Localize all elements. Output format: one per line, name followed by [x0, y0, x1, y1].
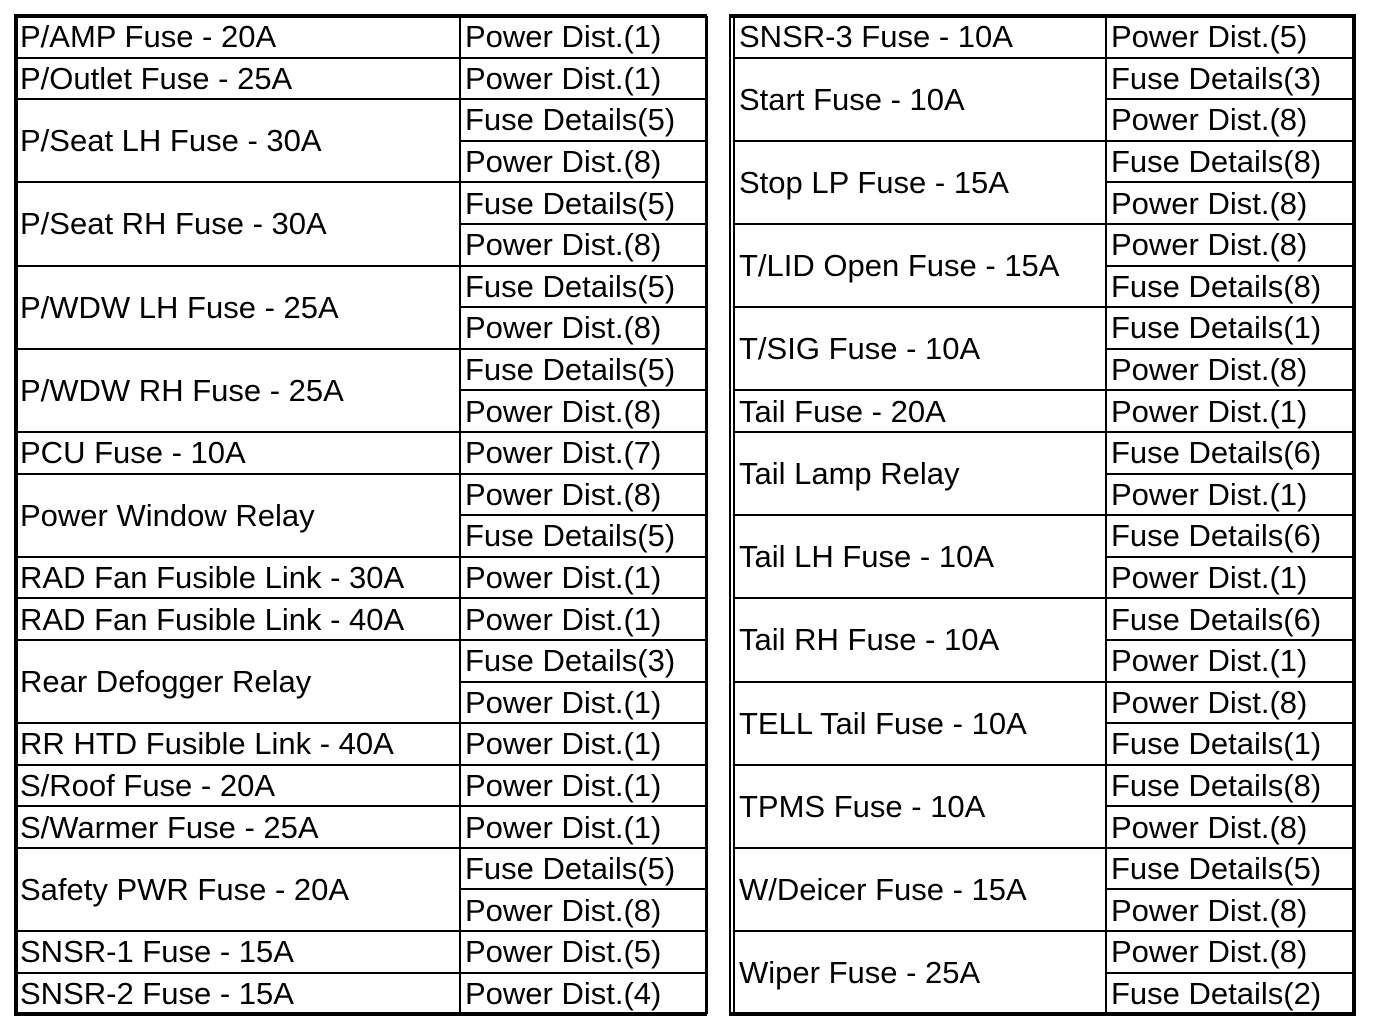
page-reference: Power Dist.(1)	[460, 806, 707, 848]
page-reference: Power Dist.(8)	[460, 307, 707, 349]
component-name: SNSR-2 Fuse - 15A	[16, 973, 460, 1015]
page-reference: Fuse Details(5)	[460, 349, 707, 391]
index-table-right	[733, 16, 1353, 1015]
page-reference: Fuse Details(3)	[1106, 58, 1353, 100]
index-row	[734, 598, 1353, 640]
index-row	[734, 848, 1353, 890]
page-reference: Power Dist.(7)	[460, 432, 707, 474]
page-reference: Fuse Details(8)	[1106, 266, 1353, 308]
index-row	[16, 16, 707, 58]
page-reference: Power Dist.(1)	[460, 16, 707, 58]
component-name: P/WDW LH Fuse - 25A	[16, 266, 460, 349]
component-name: P/WDW RH Fuse - 25A	[16, 349, 460, 432]
index-row	[16, 349, 707, 391]
index-row	[16, 848, 707, 890]
page-reference: Power Dist.(8)	[460, 224, 707, 266]
page-reference: Power Dist.(8)	[1106, 182, 1353, 224]
page-reference: Power Dist.(1)	[1106, 390, 1353, 432]
page-reference: Power Dist.(1)	[460, 58, 707, 100]
page-reference: Power Dist.(8)	[1106, 931, 1353, 973]
index-left-body	[16, 16, 707, 1014]
index-row	[734, 515, 1353, 557]
index-right-body	[734, 16, 1353, 1014]
page-reference: Power Dist.(8)	[460, 141, 707, 183]
page-reference: Fuse Details(1)	[1106, 307, 1353, 349]
page-reference: Fuse Details(5)	[460, 515, 707, 557]
component-name: W/Deicer Fuse - 15A	[734, 848, 1106, 931]
index-row	[16, 474, 707, 516]
component-name: RAD Fan Fusible Link - 40A	[16, 598, 460, 640]
component-name: S/Warmer Fuse - 25A	[16, 806, 460, 848]
component-name: T/LID Open Fuse - 15A	[734, 224, 1106, 307]
component-name: PCU Fuse - 10A	[16, 432, 460, 474]
component-name: Tail LH Fuse - 10A	[734, 515, 1106, 598]
index-row	[16, 58, 707, 100]
page-reference: Power Dist.(8)	[1106, 889, 1353, 931]
index-row	[16, 432, 707, 474]
index-row	[16, 723, 707, 765]
page-reference: Power Dist.(8)	[460, 889, 707, 931]
page-reference: Fuse Details(6)	[1106, 598, 1353, 640]
page-reference: Fuse Details(2)	[1106, 973, 1353, 1015]
page-reference: Power Dist.(1)	[460, 765, 707, 807]
page-reference: Power Dist.(1)	[1106, 557, 1353, 599]
component-name: T/SIG Fuse - 10A	[734, 307, 1106, 390]
index-row	[16, 765, 707, 807]
component-name: Power Window Relay	[16, 474, 460, 557]
page-reference: Power Dist.(1)	[1106, 474, 1353, 516]
index-row	[734, 16, 1353, 58]
component-name: Start Fuse - 10A	[734, 58, 1106, 141]
component-name: Wiper Fuse - 25A	[734, 931, 1106, 1014]
component-name: Safety PWR Fuse - 20A	[16, 848, 460, 931]
page-reference: Power Dist.(8)	[1106, 682, 1353, 724]
index-row	[16, 973, 707, 1015]
page-reference: Fuse Details(5)	[460, 848, 707, 890]
component-name: S/Roof Fuse - 20A	[16, 765, 460, 807]
component-name: SNSR-3 Fuse - 10A	[734, 16, 1106, 58]
index-row	[16, 557, 707, 599]
component-name: SNSR-1 Fuse - 15A	[16, 931, 460, 973]
index-row	[734, 931, 1353, 973]
index-row	[734, 765, 1353, 807]
component-name: P/Outlet Fuse - 25A	[16, 58, 460, 100]
page-reference: Power Dist.(8)	[1106, 349, 1353, 391]
page-reference: Power Dist.(5)	[1106, 16, 1353, 58]
index-row	[734, 307, 1353, 349]
index-row	[734, 224, 1353, 266]
page-reference: Power Dist.(8)	[460, 390, 707, 432]
page-reference: Fuse Details(6)	[1106, 515, 1353, 557]
index-row	[16, 99, 707, 141]
index-row	[16, 182, 707, 224]
index-table-left	[16, 16, 708, 1014]
component-name: Tail Fuse - 20A	[734, 390, 1106, 432]
component-name: Rear Defogger Relay	[16, 640, 460, 723]
page-reference: Power Dist.(4)	[460, 973, 707, 1015]
index-row	[734, 682, 1353, 724]
page-reference: Fuse Details(5)	[460, 182, 707, 224]
page-reference: Fuse Details(3)	[460, 640, 707, 682]
column-separator	[705, 14, 731, 1016]
page-reference: Power Dist.(1)	[460, 723, 707, 765]
index-row	[734, 432, 1353, 474]
page-reference: Fuse Details(8)	[1106, 141, 1353, 183]
component-name: RR HTD Fusible Link - 40A	[16, 723, 460, 765]
index-row	[734, 390, 1353, 432]
page-reference: Power Dist.(8)	[1106, 99, 1353, 141]
page-reference: Fuse Details(6)	[1106, 432, 1353, 474]
component-name: Tail Lamp Relay	[734, 432, 1106, 515]
component-name: TPMS Fuse - 10A	[734, 765, 1106, 848]
index-row	[734, 141, 1353, 183]
component-name: P/Seat RH Fuse - 30A	[16, 182, 460, 265]
component-name: Tail RH Fuse - 10A	[734, 598, 1106, 681]
page-reference: Fuse Details(5)	[460, 99, 707, 141]
index-row	[16, 806, 707, 848]
page-reference: Fuse Details(5)	[1106, 848, 1353, 890]
index-row	[16, 640, 707, 682]
page-reference: Fuse Details(5)	[460, 266, 707, 308]
page-reference: Power Dist.(8)	[460, 474, 707, 516]
page-reference: Power Dist.(8)	[1106, 806, 1353, 848]
page-reference: Power Dist.(1)	[1106, 640, 1353, 682]
component-name: P/Seat LH Fuse - 30A	[16, 99, 460, 182]
page-reference: Power Dist.(1)	[460, 682, 707, 724]
page-reference: Power Dist.(1)	[460, 557, 707, 599]
component-name: P/AMP Fuse - 20A	[16, 16, 460, 58]
index-row	[16, 931, 707, 973]
page-reference: Fuse Details(1)	[1106, 723, 1353, 765]
index-row	[734, 58, 1353, 100]
page-reference: Power Dist.(1)	[460, 598, 707, 640]
index-row	[16, 598, 707, 640]
page-reference: Power Dist.(5)	[460, 931, 707, 973]
component-name: TELL Tail Fuse - 10A	[734, 682, 1106, 765]
index-row	[16, 266, 707, 308]
page-reference: Fuse Details(8)	[1106, 765, 1353, 807]
component-name: RAD Fan Fusible Link - 30A	[16, 557, 460, 599]
page-reference: Power Dist.(8)	[1106, 224, 1353, 266]
component-name: Stop LP Fuse - 15A	[734, 141, 1106, 224]
